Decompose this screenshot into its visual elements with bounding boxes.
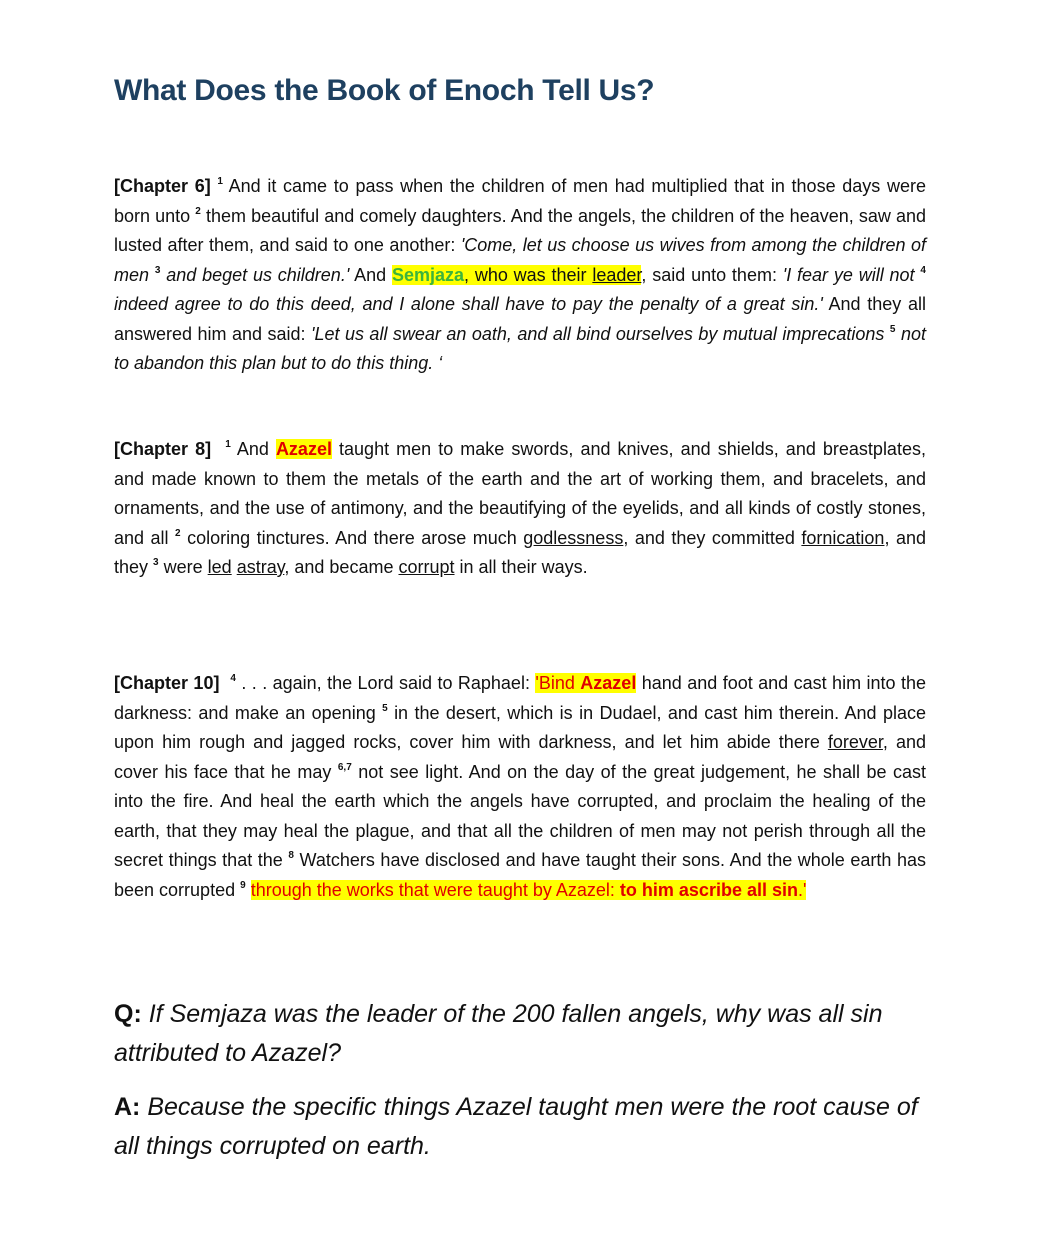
verse-number: 5: [382, 702, 388, 714]
verse-number: 1: [225, 439, 231, 450]
verse-number: 2: [175, 527, 181, 539]
verse-number: 4: [230, 673, 236, 684]
verse-number: 3: [153, 557, 159, 568]
quote: 'Let us all swear an oath, and all bind ourselves by mutual imprecations: [311, 323, 885, 344]
forever-word: forever: [827, 732, 883, 752]
godlessness-word: godlessness: [523, 527, 624, 548]
answer-text: Because the specific things Azazel taught men were the root cause of all things corrupted on earth.: [114, 1093, 918, 1160]
chapter-8-paragraph: [Chapter 8] $^1$ And Azazel taught men to make swords, and knives, and shields, and breastplates, and made known to them the metals of the earth and the art of working them, and bracelets, and ornaments, and the use of antimony, and the beautifying of the eyelids, and all kinds of costly stones, and all $^2$ coloring tinctures. And there arose much godlessness, and they committed fornication, and they $^3$ were led astray, and became corrupt in all their ways.: [114, 439, 926, 577]
answer-label: A:: [114, 1093, 141, 1121]
verse-number: 8: [288, 850, 294, 861]
quote: 'Come, let us choose us wives from among the children of men: [114, 235, 926, 285]
chapter-label: [Chapter 8]: [114, 439, 212, 459]
verse-number: 4: [920, 264, 926, 276]
azazel-highlight: Azazel: [275, 439, 332, 459]
azazel-name: Azazel: [580, 673, 637, 693]
verse-number: 3: [154, 264, 161, 276]
question-label: Q:: [114, 1000, 142, 1028]
question: [114, 995, 944, 1073]
chapter-10-paragraph: [Chapter 10] $^4$ . . . again, the Lord said to Raphael: 'Bind Azazel hand and foot and cast him into the darkness: and make an opening $^5$ in the desert, which is in Dudael, and cast him therein. And place upon him rough and jagged rocks, cover him with darkness, and let him abide there forever, and cover his face that he may $^{6,7}$ not see light. And on the day of the great judgement, he shall be cast into the fire. And heal the earth which the angels have corrupted, and proclaim the healing of the earth, that they may heal the plague, and that all the children of men may not perish through all the secret things that the $^8$ Watchers have disclosed and have taught their sons. And the whole earth has been corrupted $^9$ through the works that were taught by Azazel: to him ascribe all sin.': [114, 673, 926, 900]
chapter-label: [Chapter 6]: [114, 176, 211, 196]
quote: not to abandon this plan but to do this thing. ‘: [114, 323, 926, 373]
astray-word: astray: [236, 557, 285, 577]
led-word: led: [207, 557, 232, 577]
verse-number: 5: [889, 323, 896, 335]
corrupt-word: corrupt: [398, 557, 455, 577]
verse-number: 9: [240, 879, 246, 891]
leader-word: leader: [592, 264, 642, 285]
ascribe-sin-highlight: through the works that were taught by Azazel: to him ascribe all sin.': [250, 879, 807, 900]
verse-number: 2: [195, 205, 201, 217]
semjaza-highlight: Semjaza, who was their leader: [391, 264, 642, 285]
chapter-6-paragraph: [Chapter 6] $^1$ And it came to pass when the children of men had multiplied that in those days were born unto $^2$ them beautiful and comely daughters. And the angels, the children of the heaven, saw and lusted after them, and said to one another: 'Come, let us choose us wives from among the children of men $^3$ and beget us children.' And Semjaza, who was their leader, said unto them: 'I fear ye will not $^4$ indeed agree to do this deed, and I alone shall have to pay the penalty of a great sin.' And they all answered him and said: 'Let us all swear an oath, and all bind ourselves by mutual imprecations $^5$ not to abandon this plan but to do this thing. ‘: [114, 176, 927, 373]
verse-number: 1: [217, 176, 223, 187]
page-title: What Does the Book of Enoch Tell Us?: [114, 74, 655, 107]
verse-number: 6,7: [337, 761, 352, 773]
chapter-label: [Chapter 10]: [114, 673, 220, 693]
answer: [114, 1088, 944, 1166]
bind-azazel-highlight: 'Bind Azazel: [535, 673, 637, 693]
fornication-word: fornication: [801, 527, 885, 548]
semjaza-name: Semjaza: [391, 264, 464, 285]
quote: 'I fear ye will not: [782, 264, 915, 285]
question-text: If Semjaza was the leader of the 200 fallen angels, why was all sin attributed to Azazel?: [114, 1000, 883, 1067]
quote: and beget us children.': [166, 264, 350, 285]
quote: indeed agree to do this deed, and I alone shall have to pay the penalty of a great sin.': [114, 294, 823, 314]
